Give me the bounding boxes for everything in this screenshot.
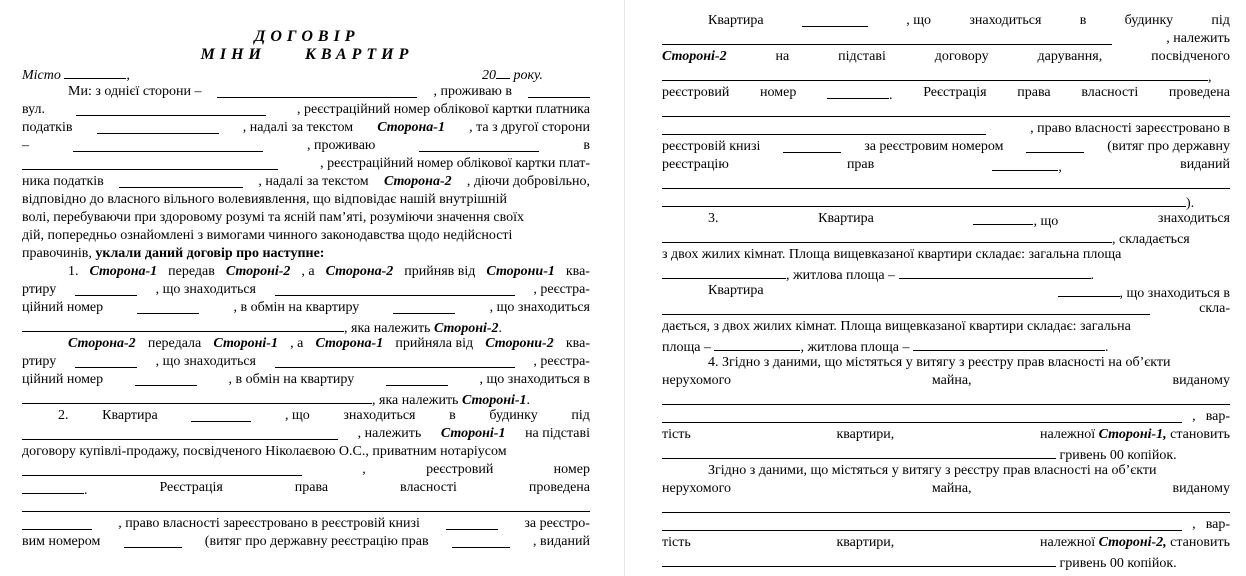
clause4-line-1: 4. Згідно з даними, що містяться у витягу з реєстру прав власності на об’єкти	[708, 355, 1171, 370]
clause4-line-3	[662, 391, 1230, 407]
clause5-line-3	[662, 499, 1230, 515]
intro-line-5: , реєстраційний номер облікової картки плат-	[22, 156, 590, 172]
clause5-line-1: Згідно з даними, що містяться у витягу з реєстру прав власності на об’єкти	[708, 463, 1157, 478]
clause3-line-6: скла-	[662, 301, 1230, 317]
clause2-line-7: , право власності зареєстровано в реєстровій книзі за реєстро-	[22, 516, 590, 532]
clause1b-line-2: ртиру , що знаходиться , реєстра-	[22, 354, 590, 369]
clause4-line-6: гривень 00 копійок.	[662, 445, 1177, 461]
apt-line-11: ).	[662, 193, 1194, 209]
apt-line-7: , право власності зареєстровано в	[662, 121, 1230, 137]
clause3-line-3: з двох жилих кімнат. Площа вищевказаної квартири складає: загальна площа	[662, 247, 1122, 262]
clause5-line-5: тість квартири, належної Стороні-2, становить	[662, 535, 1230, 550]
clause5-line-6: гривень 00 копійок.	[662, 553, 1177, 569]
clause4-line-2: нерухомого майна, виданому	[662, 373, 1230, 388]
clause2-line-3: договору купівлі-продажу, посвідченого Ніколаєвою О.С., приватним нотаріусом	[22, 444, 507, 459]
clause4-line-4: , вар-	[662, 409, 1230, 425]
clause2-line-2: , належить Стороні-1 на підставі	[22, 426, 590, 442]
apt-line-5: реєстровий номер . Реєстрація права власності проведена	[662, 85, 1230, 103]
clause5-line-2: нерухомого майна, виданому	[662, 481, 1230, 496]
clause2-line-8: вим номером (витяг про державну реєстрацію прав , виданий	[22, 534, 590, 549]
intro-line-2: вул. , реєстраційний номер облікової картки платника	[22, 102, 590, 117]
clause1b-line-1: Сторона-2 передала Стороні-1 , а Сторона-1 прийняла від Сторони-2 ква-	[68, 336, 590, 351]
document-title-line2: МІНИ КВАРТИР	[200, 46, 414, 63]
page-divider	[624, 0, 625, 576]
clause3-line-4: , житлова площа – .	[662, 265, 1094, 281]
intro-line-7: відповідно до власного вільного волевиявлення, що відповідає нашій внутрішній	[22, 192, 508, 207]
apt-line-4: ,	[662, 67, 1212, 83]
clause5-line-4: , вар-	[662, 517, 1230, 533]
clause1-line-1: 1. Сторона-1 передав Стороні-2 , а Сторона-2 прийняв від Сторони-1 ква-	[68, 264, 590, 279]
clause3-line-7: дається, з двох жилих кімнат. Площа вищевказаної квартири складає: загальна	[662, 319, 1131, 334]
clause1b-line-4: , яка належить Стороні-1.	[22, 390, 530, 406]
apt-line-6	[662, 103, 1230, 119]
clause1-line-3: ційний номер , в обмін на квартиру , що знаходиться	[22, 300, 590, 315]
clause4-line-5: тість квартири, належної Стороні-1, становить	[662, 427, 1230, 442]
document-title-line1: ДОГОВІР	[254, 28, 360, 45]
clause1b-line-3: ційний номер , в обмін на квартиру , що знаходиться в	[22, 372, 590, 387]
clause3-line-8: площа – , житлова площа – .	[662, 337, 1109, 353]
apt-line-3: Стороні-2 на підставі договору дарування, посвідченого	[662, 49, 1230, 64]
clause3-line-2: , складається	[662, 229, 1190, 245]
intro-line-6: ника податків , надалі за текстом Сторона-2 , діючи добровільно,	[22, 174, 590, 189]
clause2-line-4: , реєстровий номер	[22, 462, 590, 478]
clause2-line-1: 2. Квартира , що знаходиться в будинку під	[58, 408, 590, 423]
clause2-line-5: . Реєстрація права власності проведена	[22, 480, 590, 496]
apt-line-10	[662, 175, 1230, 191]
city-line: Місто ,	[22, 65, 130, 81]
clause3-line-5: Квартира , що знаходиться в	[708, 283, 1230, 301]
apt-line-2: , належить	[662, 31, 1230, 47]
apt-line-9: реєстрацію прав , виданий	[662, 157, 1230, 175]
intro-line-3: податків , надалі за текстом Сторона-1 , та з другої сторони	[22, 120, 590, 135]
clause1-line-2: ртиру , що знаходиться , реєстра-	[22, 282, 590, 297]
apt-line-8: реєстровій книзі за реєстровим номером (витяг про державну	[662, 139, 1230, 154]
clause1-line-4: , яка належить Стороні-2.	[22, 318, 502, 334]
clause3-line-1: 3. Квартира , що знаходиться	[708, 211, 1230, 229]
apt-line-1: Квартира , що знаходиться в будинку під	[708, 13, 1230, 28]
intro-line-9: дій, попередньо ознайомлені з вимогами чинного законодавства щодо недійсності	[22, 228, 513, 243]
intro-line-1: Ми: з однієї сторони – , проживаю в	[22, 84, 590, 100]
intro-line-8: волі, перебуваючи при здоровому розумі та ясній пам’яті, розуміючи значення своїх	[22, 210, 525, 225]
date-line: 20 року.	[482, 65, 543, 81]
clause2-line-6	[22, 498, 590, 514]
intro-line-10: правочинів, уклали даний договір про наступне:	[22, 246, 325, 261]
intro-line-4: – , проживаю в	[22, 138, 590, 153]
